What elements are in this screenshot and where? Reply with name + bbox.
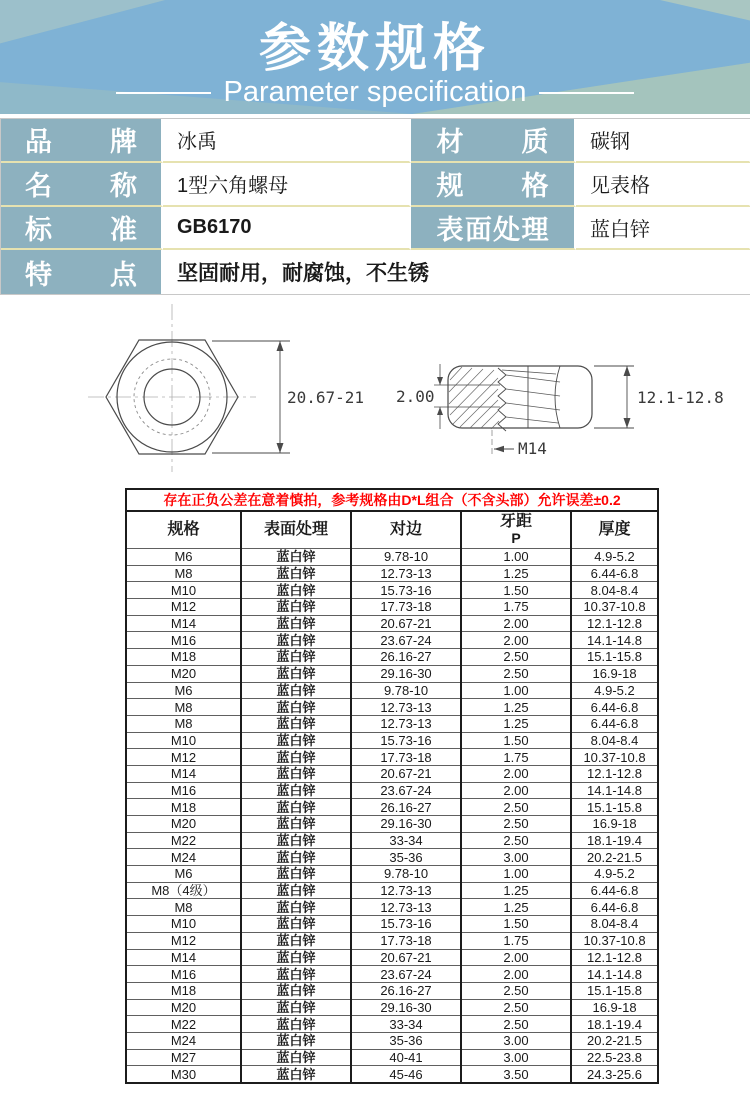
table-cell: 20.67-21: [351, 949, 461, 966]
table-cell: 8.04-8.4: [571, 732, 658, 749]
table-cell: 1.00: [461, 549, 571, 566]
page-subtitle-row: [0, 76, 750, 109]
table-row: [126, 765, 658, 782]
table-cell: 蓝白锌: [241, 1032, 351, 1049]
table-cell: 蓝白锌: [241, 732, 351, 749]
table-cell: 12.73-13: [351, 882, 461, 899]
table-cell: 1.25: [461, 565, 571, 582]
table-row: [126, 816, 658, 833]
table-cell: 12.73-13: [351, 715, 461, 732]
table-cell: 1.00: [461, 682, 571, 699]
table-cell: 35-36: [351, 1032, 461, 1049]
table-cell: 蓝白锌: [241, 849, 351, 866]
table-cell: 35-36: [351, 849, 461, 866]
table-row: [126, 582, 658, 599]
table-cell: 1.75: [461, 599, 571, 616]
table-cell: 22.5-23.8: [571, 1049, 658, 1066]
table-cell: 蓝白锌: [241, 665, 351, 682]
table-cell: 15.73-16: [351, 582, 461, 599]
table-row: [126, 615, 658, 632]
table-cell: 4.9-5.2: [571, 549, 658, 566]
table-cell: 33-34: [351, 1016, 461, 1033]
notice-row: [126, 489, 658, 511]
table-cell: 蓝白锌: [241, 582, 351, 599]
spec-value-brand: 冰禹: [163, 119, 411, 163]
spec-label-text: 名称: [25, 171, 137, 202]
table-cell: 20.2-21.5: [571, 1032, 658, 1049]
table-cell: 8.04-8.4: [571, 916, 658, 933]
table-row: [126, 549, 658, 566]
table-cell: 6.44-6.8: [571, 899, 658, 916]
table-cell: 17.73-18: [351, 749, 461, 766]
spec-label-text: 特点: [25, 259, 137, 290]
spec-label-material: [411, 119, 576, 163]
side-view-drawing: [396, 364, 724, 458]
table-cell: 12.1-12.8: [571, 765, 658, 782]
table-cell: 蓝白锌: [241, 882, 351, 899]
table-row: [126, 949, 658, 966]
table-cell: M14: [126, 615, 241, 632]
tolerance-notice: 存在正负公差在意着慎拍，参考规格由D*L组合（不含头部）允许误差±0.2: [126, 489, 658, 511]
thread-size-label: M14: [518, 439, 547, 458]
table-cell: 3.00: [461, 1032, 571, 1049]
table-cell: 2.50: [461, 816, 571, 833]
table-cell: 29.16-30: [351, 816, 461, 833]
table-row: [126, 832, 658, 849]
table-cell: 1.50: [461, 916, 571, 933]
spec-table: [0, 118, 750, 295]
table-cell: 26.16-27: [351, 649, 461, 666]
table-cell: M12: [126, 932, 241, 949]
page-subtitle: Parameter specification: [223, 76, 527, 108]
table-row: [126, 1016, 658, 1033]
table-cell: 14.1-14.8: [571, 632, 658, 649]
table-cell: 26.16-27: [351, 799, 461, 816]
table-cell: M24: [126, 849, 241, 866]
table-cell: M8: [126, 565, 241, 582]
table-cell: M14: [126, 765, 241, 782]
table-row: [126, 682, 658, 699]
table-cell: M20: [126, 816, 241, 833]
table-cell: M8: [126, 699, 241, 716]
table-row: [126, 599, 658, 616]
table-row: [126, 732, 658, 749]
spec-label-text: 品牌: [25, 127, 137, 158]
table-cell: 12.73-13: [351, 565, 461, 582]
table-cell: 26.16-27: [351, 982, 461, 999]
table-cell: 蓝白锌: [241, 932, 351, 949]
table-cell: 蓝白锌: [241, 899, 351, 916]
table-cell: M16: [126, 966, 241, 983]
table-cell: 蓝白锌: [241, 699, 351, 716]
table-cell: 蓝白锌: [241, 799, 351, 816]
table-cell: M18: [126, 649, 241, 666]
table-cell: 6.44-6.8: [571, 715, 658, 732]
size-table: [125, 488, 659, 1084]
table-row: [126, 966, 658, 983]
table-cell: 1.00: [461, 866, 571, 883]
spec-value-surface: 蓝白锌: [576, 207, 750, 251]
table-cell: 蓝白锌: [241, 649, 351, 666]
table-cell: 3.00: [461, 1049, 571, 1066]
table-cell: M14: [126, 949, 241, 966]
table-cell: 1.75: [461, 749, 571, 766]
table-cell: 2.00: [461, 966, 571, 983]
spec-label-size: [411, 163, 576, 207]
table-cell: 9.78-10: [351, 549, 461, 566]
table-cell: 2.50: [461, 832, 571, 849]
spec-label-text: 标准: [25, 214, 137, 245]
table-cell: 4.9-5.2: [571, 866, 658, 883]
header-band: [0, 0, 750, 117]
pitch-dimension: 2.00: [396, 387, 435, 406]
table-cell: 10.37-10.8: [571, 599, 658, 616]
table-cell: 15.73-16: [351, 732, 461, 749]
spec-label-name: [1, 163, 163, 207]
table-cell: 40-41: [351, 1049, 461, 1066]
table-cell: 蓝白锌: [241, 832, 351, 849]
table-cell: M22: [126, 1016, 241, 1033]
table-cell: 2.50: [461, 999, 571, 1016]
col-header-thickness: 厚度: [571, 511, 658, 549]
table-cell: 1.50: [461, 732, 571, 749]
table-cell: M20: [126, 665, 241, 682]
table-row: [126, 565, 658, 582]
table-row: [126, 649, 658, 666]
table-cell: 10.37-10.8: [571, 749, 658, 766]
size-table-header-row: [126, 511, 658, 549]
table-cell: 24.3-25.6: [571, 1066, 658, 1083]
technical-drawing: [0, 302, 750, 477]
spec-value-material: 碳钢: [576, 119, 750, 163]
table-cell: 3.50: [461, 1066, 571, 1083]
table-row: [126, 916, 658, 933]
table-cell: 蓝白锌: [241, 565, 351, 582]
table-cell: 3.00: [461, 849, 571, 866]
col-header-pitch-sub: P: [511, 530, 521, 547]
table-cell: 蓝白锌: [241, 765, 351, 782]
table-cell: 23.67-24: [351, 966, 461, 983]
table-cell: 蓝白锌: [241, 549, 351, 566]
table-row: [126, 665, 658, 682]
table-cell: M6: [126, 682, 241, 699]
spec-value-size: 见表格: [576, 163, 750, 207]
table-cell: M18: [126, 982, 241, 999]
table-row: [126, 1032, 658, 1049]
table-cell: 1.25: [461, 715, 571, 732]
table-cell: 2.50: [461, 799, 571, 816]
table-cell: 14.1-14.8: [571, 782, 658, 799]
table-cell: 20.67-21: [351, 765, 461, 782]
table-cell: 12.1-12.8: [571, 615, 658, 632]
table-cell: 23.67-24: [351, 632, 461, 649]
table-cell: 18.1-19.4: [571, 832, 658, 849]
table-cell: M10: [126, 732, 241, 749]
col-header-surface: 表面处理: [241, 511, 351, 549]
table-cell: 20.2-21.5: [571, 849, 658, 866]
front-view-drawing: [88, 304, 364, 472]
table-cell: 16.9-18: [571, 999, 658, 1016]
table-cell: 18.1-19.4: [571, 1016, 658, 1033]
table-cell: 15.1-15.8: [571, 982, 658, 999]
table-cell: 蓝白锌: [241, 599, 351, 616]
table-cell: 2.50: [461, 665, 571, 682]
spec-label-text: 材质: [436, 127, 549, 158]
table-cell: 蓝白锌: [241, 982, 351, 999]
subtitle-line-left: [116, 92, 211, 94]
spec-value-standard: GB6170: [163, 207, 411, 251]
table-cell: M6: [126, 549, 241, 566]
table-cell: 蓝白锌: [241, 782, 351, 799]
table-cell: 蓝白锌: [241, 615, 351, 632]
table-cell: 29.16-30: [351, 665, 461, 682]
table-cell: 2.00: [461, 782, 571, 799]
table-cell: 2.00: [461, 765, 571, 782]
table-cell: M10: [126, 582, 241, 599]
table-cell: 1.25: [461, 899, 571, 916]
table-cell: 9.78-10: [351, 682, 461, 699]
table-cell: 蓝白锌: [241, 866, 351, 883]
table-cell: 1.75: [461, 932, 571, 949]
table-cell: 45-46: [351, 1066, 461, 1083]
table-cell: M20: [126, 999, 241, 1016]
table-cell: 2.50: [461, 982, 571, 999]
table-cell: 蓝白锌: [241, 816, 351, 833]
table-row: [126, 982, 658, 999]
table-row: [126, 849, 658, 866]
table-cell: 6.44-6.8: [571, 699, 658, 716]
front-width-dimension: 20.67-21: [287, 388, 365, 407]
table-cell: 17.73-18: [351, 599, 461, 616]
page-title: 参数规格: [258, 20, 491, 78]
table-cell: 14.1-14.8: [571, 966, 658, 983]
table-cell: M8: [126, 715, 241, 732]
table-cell: 蓝白锌: [241, 916, 351, 933]
table-cell: 2.00: [461, 632, 571, 649]
table-row: [126, 632, 658, 649]
col-header-pitch-text: 牙距: [499, 513, 532, 531]
table-cell: M24: [126, 1032, 241, 1049]
table-cell: 蓝白锌: [241, 1049, 351, 1066]
table-cell: 12.73-13: [351, 899, 461, 916]
table-cell: 33-34: [351, 832, 461, 849]
table-cell: 9.78-10: [351, 866, 461, 883]
table-cell: 12.73-13: [351, 699, 461, 716]
table-row: [126, 715, 658, 732]
table-row: [126, 782, 658, 799]
table-cell: 15.1-15.8: [571, 649, 658, 666]
table-cell: 10.37-10.8: [571, 932, 658, 949]
thread-flanks: [502, 370, 560, 423]
spec-value-feature: 坚固耐用，耐腐蚀，不生锈: [163, 250, 750, 294]
table-cell: 15.73-16: [351, 916, 461, 933]
table-row: [126, 932, 658, 949]
table-cell: M16: [126, 632, 241, 649]
size-table-body: [126, 549, 658, 1084]
table-cell: 16.9-18: [571, 665, 658, 682]
table-cell: M12: [126, 599, 241, 616]
spec-label-text: 表面处理: [436, 214, 549, 245]
table-cell: M8: [126, 899, 241, 916]
table-row: [126, 699, 658, 716]
table-cell: 1.25: [461, 699, 571, 716]
table-cell: M16: [126, 782, 241, 799]
spec-label-standard: [1, 207, 163, 251]
table-cell: 1.50: [461, 582, 571, 599]
table-cell: 20.67-21: [351, 615, 461, 632]
height-dimension: 12.1-12.8: [637, 388, 724, 407]
table-row: [126, 1049, 658, 1066]
table-cell: 4.9-5.2: [571, 682, 658, 699]
spec-value-name: 1型六角螺母: [163, 163, 411, 207]
table-cell: 6.44-6.8: [571, 882, 658, 899]
table-cell: M30: [126, 1066, 241, 1083]
table-cell: 蓝白锌: [241, 715, 351, 732]
table-cell: 2.50: [461, 1016, 571, 1033]
table-cell: 2.00: [461, 615, 571, 632]
table-cell: 蓝白锌: [241, 966, 351, 983]
table-cell: 23.67-24: [351, 782, 461, 799]
table-cell: 16.9-18: [571, 816, 658, 833]
table-cell: 2.00: [461, 949, 571, 966]
table-cell: 17.73-18: [351, 932, 461, 949]
table-cell: M27: [126, 1049, 241, 1066]
table-cell: 蓝白锌: [241, 999, 351, 1016]
col-header-width: 对边: [351, 511, 461, 549]
table-cell: 1.25: [461, 882, 571, 899]
table-row: [126, 899, 658, 916]
table-cell: 2.50: [461, 649, 571, 666]
col-header-pitch: [461, 511, 571, 549]
hatch-lines: [449, 367, 499, 429]
table-cell: 6.44-6.8: [571, 565, 658, 582]
table-cell: 29.16-30: [351, 999, 461, 1016]
spec-label-feature: [1, 250, 163, 294]
table-cell: 蓝白锌: [241, 749, 351, 766]
table-cell: 12.1-12.8: [571, 949, 658, 966]
spec-label-surface: [411, 207, 576, 251]
spec-label-brand: [1, 119, 163, 163]
table-cell: M18: [126, 799, 241, 816]
thread-profile: [498, 368, 506, 431]
spec-label-text: 规格: [436, 171, 549, 202]
table-cell: M22: [126, 832, 241, 849]
table-cell: 蓝白锌: [241, 1066, 351, 1083]
table-row: [126, 882, 658, 899]
table-cell: 蓝白锌: [241, 632, 351, 649]
table-cell: M10: [126, 916, 241, 933]
table-cell: 蓝白锌: [241, 949, 351, 966]
table-cell: M12: [126, 749, 241, 766]
table-row: [126, 749, 658, 766]
table-row: [126, 799, 658, 816]
subtitle-line-right: [539, 92, 634, 94]
table-cell: 8.04-8.4: [571, 582, 658, 599]
table-row: [126, 1066, 658, 1083]
table-cell: 蓝白锌: [241, 1016, 351, 1033]
table-cell: 15.1-15.8: [571, 799, 658, 816]
table-cell: M8（4级）: [126, 882, 241, 899]
table-cell: M6: [126, 866, 241, 883]
table-row: [126, 866, 658, 883]
col-header-spec: 规格: [126, 511, 241, 549]
table-row: [126, 999, 658, 1016]
table-cell: 蓝白锌: [241, 682, 351, 699]
